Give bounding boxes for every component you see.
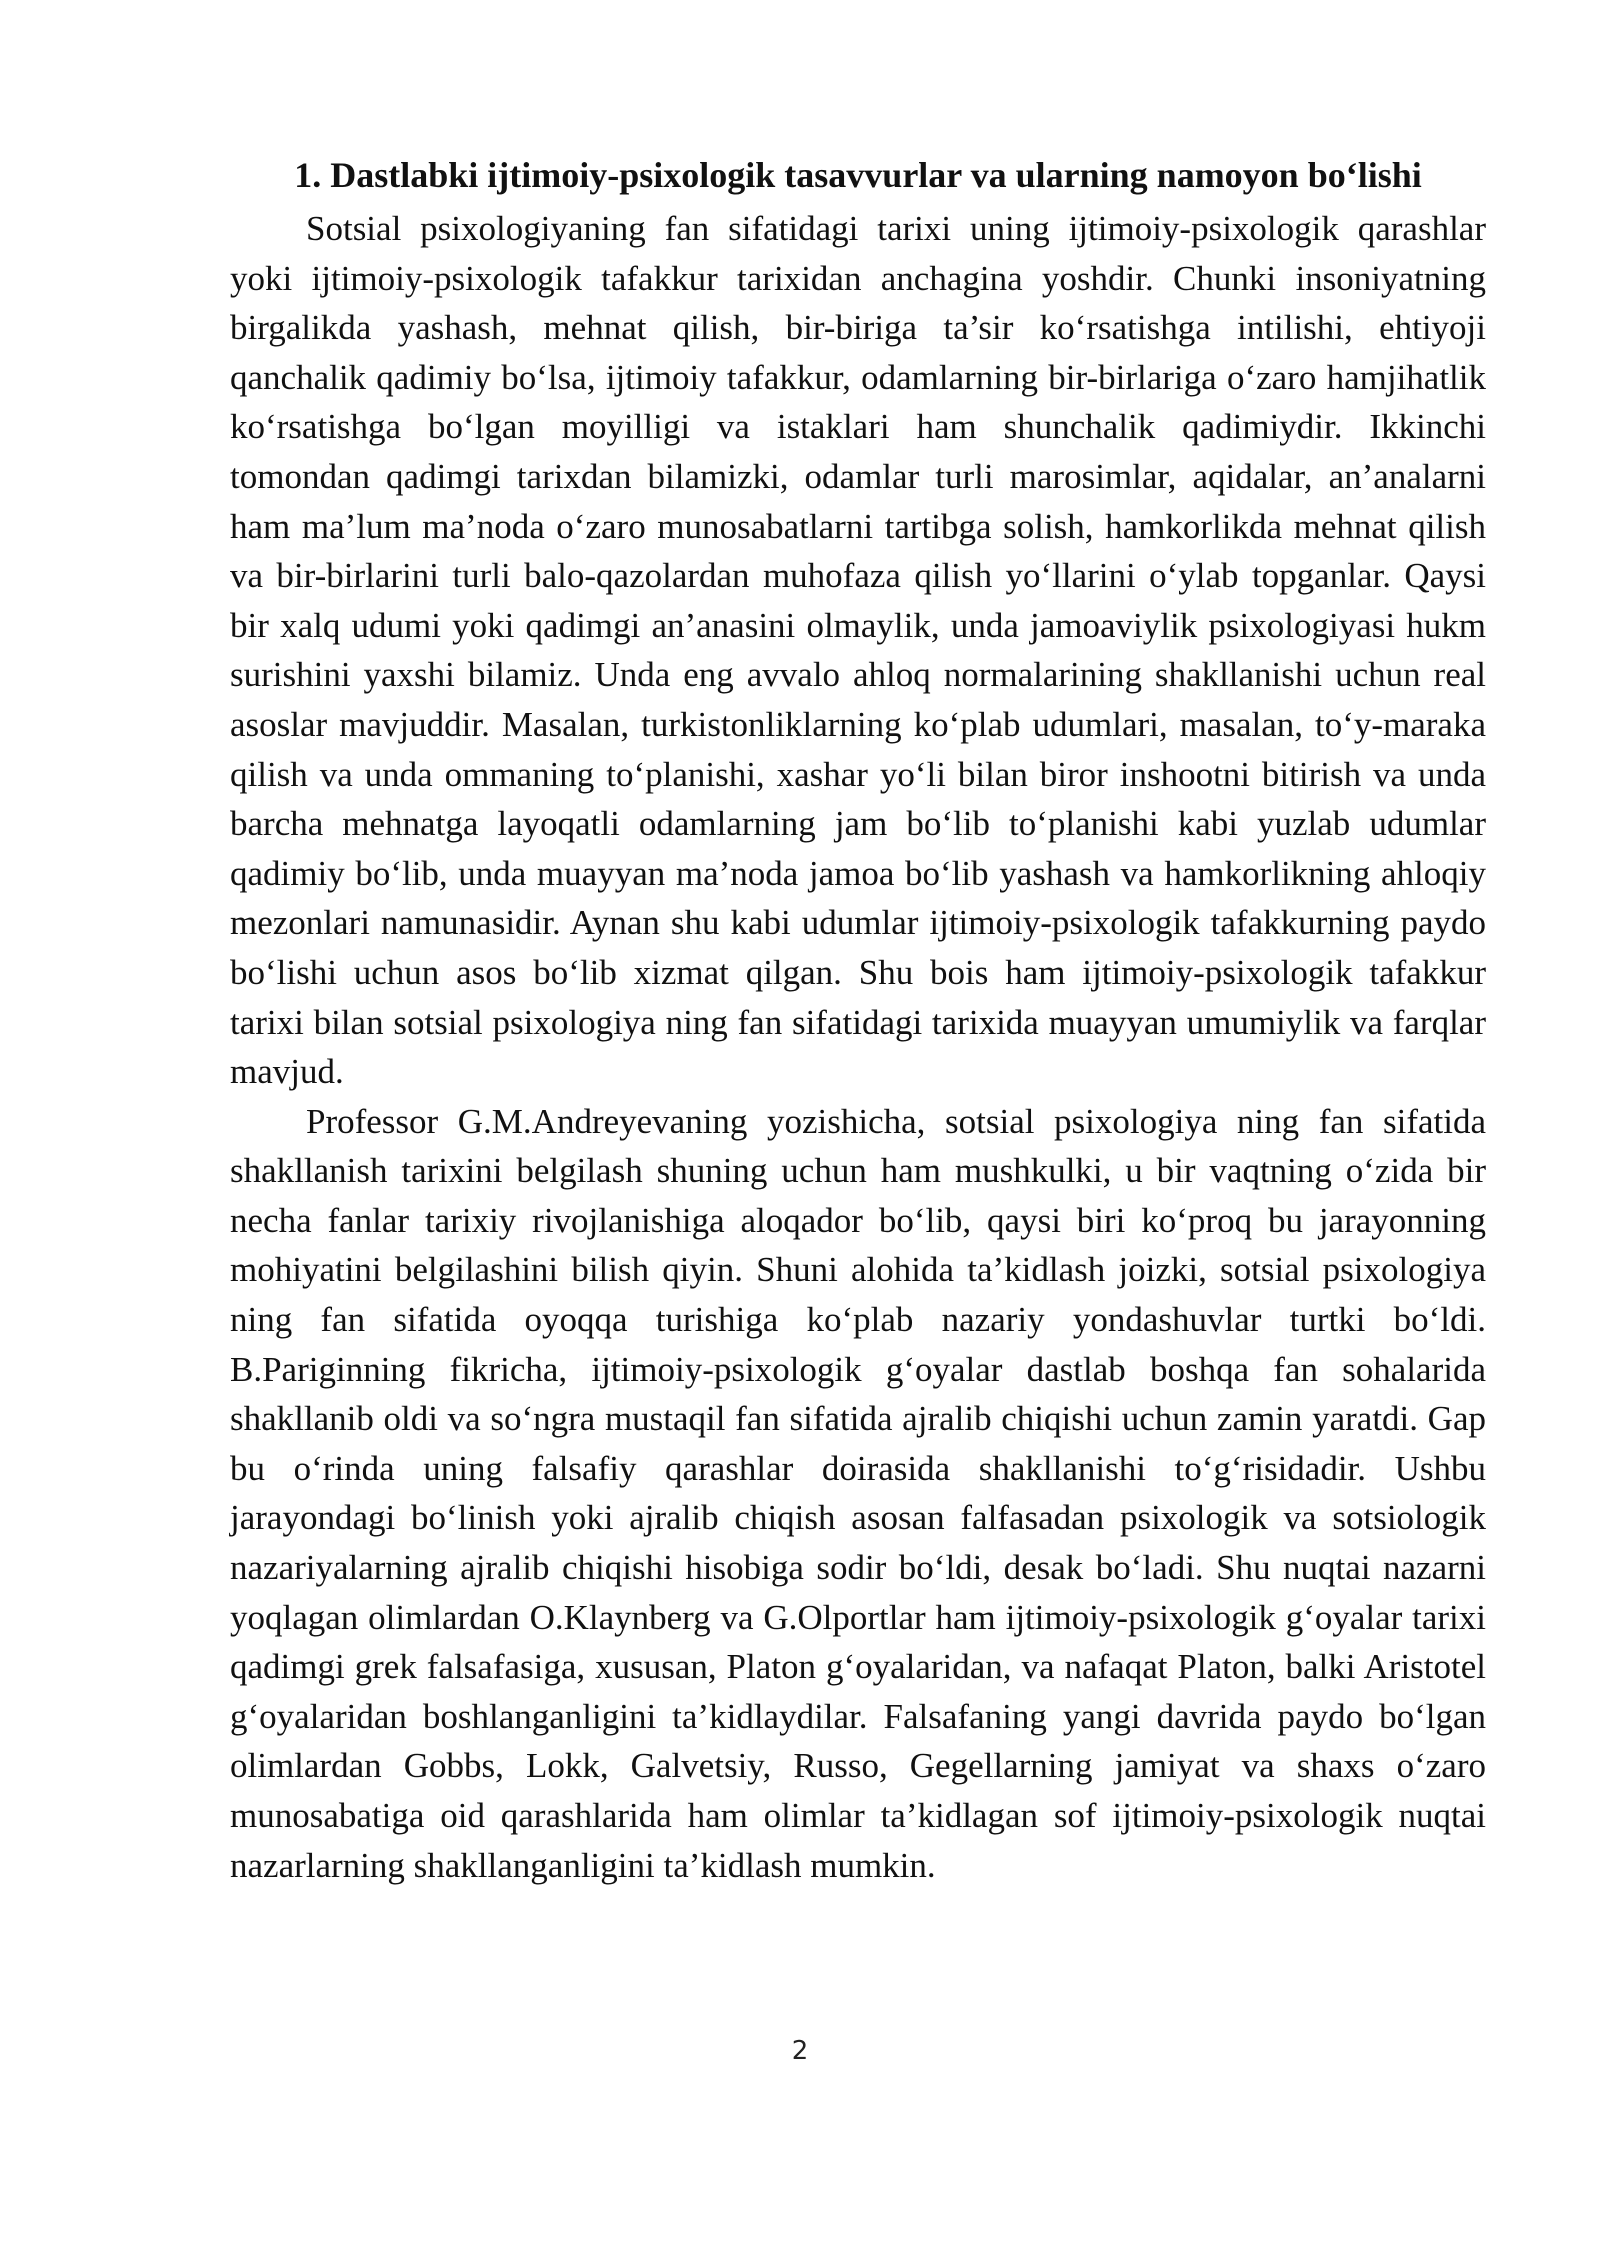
document-page bbox=[230, 152, 1486, 1890]
paragraph-1: Sotsial psixologiyaning fan sifatidagi tarixi uning ijtimoiy-psixologik qarashlar yoki ijtimoiy-psixologik tafakkur tarixidan anchagina yoshdir. Chunki insoniyatning birgalikda yashash, mehnat qilish, bir-biriga ta’sir ko‘rsatishga intilishi, ehtiyoji qanchalik qadimiy bo‘lsa, ijtimoiy tafakkur, odamlarning bir-birlariga o‘zaro hamjihatlik ko‘rsatishga bo‘lgan moyilligi va istaklari ham shunchalik qadimiydir. Ikkinchi tomondan qadimgi tarixdan bilamizki, odamlar turli marosimlar, aqidalar, an’analarni ham ma’lum ma’noda o‘zaro munosabatlarni tartibga solish, hamkorlikda mehnat qilish va bir-birlarini turli balo-qazolardan muhofaza qilish yo‘llarini o‘ylab topganlar. Qaysi bir xalq udumi yoki qadimgi an’anasini olmaylik, unda jamoaviylik psixologiyasi hukm surishini yaxshi bilamiz. Unda eng avvalo ahloq normalarining shakllanishi uchun real asoslar mavjuddir. Masalan, turkistonliklarning ko‘plab udumlari, masalan, to‘y-maraka qilish va unda ommaning to‘planishi, xashar yo‘li bilan biror inshootni bitirish va unda barcha mehnatga layoqatli odamlarning jam bo‘lib to‘planishi kabi yuzlab udumlar qadimiy bo‘lib, unda muayyan ma’noda jamoa bo‘lib yashash va hamkorlikning ahloqiy mezonlari namunasidir. Aynan shu kabi udumlar ijtimoiy-psixologik tafakkurning paydo bo‘lishi uchun asos bo‘lib xizmat qilgan. Shu bois ham ijtimoiy-psixologik tafakkur tarixi bilan sotsial psixologiya ning fan sifatidagi tarixida muayyan umumiylik va farqlar mavjud. bbox=[230, 209, 1486, 1092]
section-heading: 1. Dastlabki ijtimoiy-psixologik tasavvurlar va ularning namoyon bo‘lishi bbox=[294, 155, 1422, 195]
paragraph-2: Professor G.M.Andreyevaning yozishicha, sotsial psixologiya ning fan sifatida shakllanish tarixini belgilash shuning uchun ham mushkulki, u bir vaqtning o‘zida bir necha fanlar tarixiy rivojlanishiga aloqador bo‘lib, qaysi biri ko‘proq bu jarayonning mohiyatini belgilashini bilish qiyin. Shuni alohida ta’kidlash joizki, sotsial psixologiya ning fan sifatida oyoqqa turishiga ko‘plab nazariy yondashuvlar turtki bo‘ldi. B.Pariginning fikricha, ijtimoiy-psixologik g‘oyalar dastlab boshqa fan sohalarida shakllanib oldi va so‘ngra mustaqil fan sifatida ajralib chiqishi uchun zamin yaratdi. Gap bu o‘rinda uning falsafiy qarashlar doirasida shakllanishi to‘g‘risidadir. Ushbu jarayondagi bo‘linish yoki ajralib chiqish asosan falfasadan psixologik va sotsiologik nazariyalarning ajralib chiqishi hisobiga sodir bo‘ldi, desak bo‘ladi. Shu nuqtai nazarni yoqlagan olimlardan O.Klaynberg va G.Olportlar ham ijtimoiy-psixologik g‘oyalar tarixi qadimgi grek falsafasiga, xususan, Platon g‘oyalaridan, va nafaqat Platon, balki Aristotel g‘oyalaridan boshlanganligini ta’kidlaydilar. Falsafaning yangi davrida paydo bo‘lgan olimlardan Gobbs, Lokk, Galvetsiy, Russo, Gegellarning jamiyat va shaxs o‘zaro munosabatiga oid qarashlarida ham olimlar ta’kidlagan sof ijtimoiy-psixologik nuqtai nazarlarning shakllanganligini ta’kidlash mumkin. bbox=[230, 1101, 1486, 1885]
page-number: 2 bbox=[791, 2036, 809, 2066]
